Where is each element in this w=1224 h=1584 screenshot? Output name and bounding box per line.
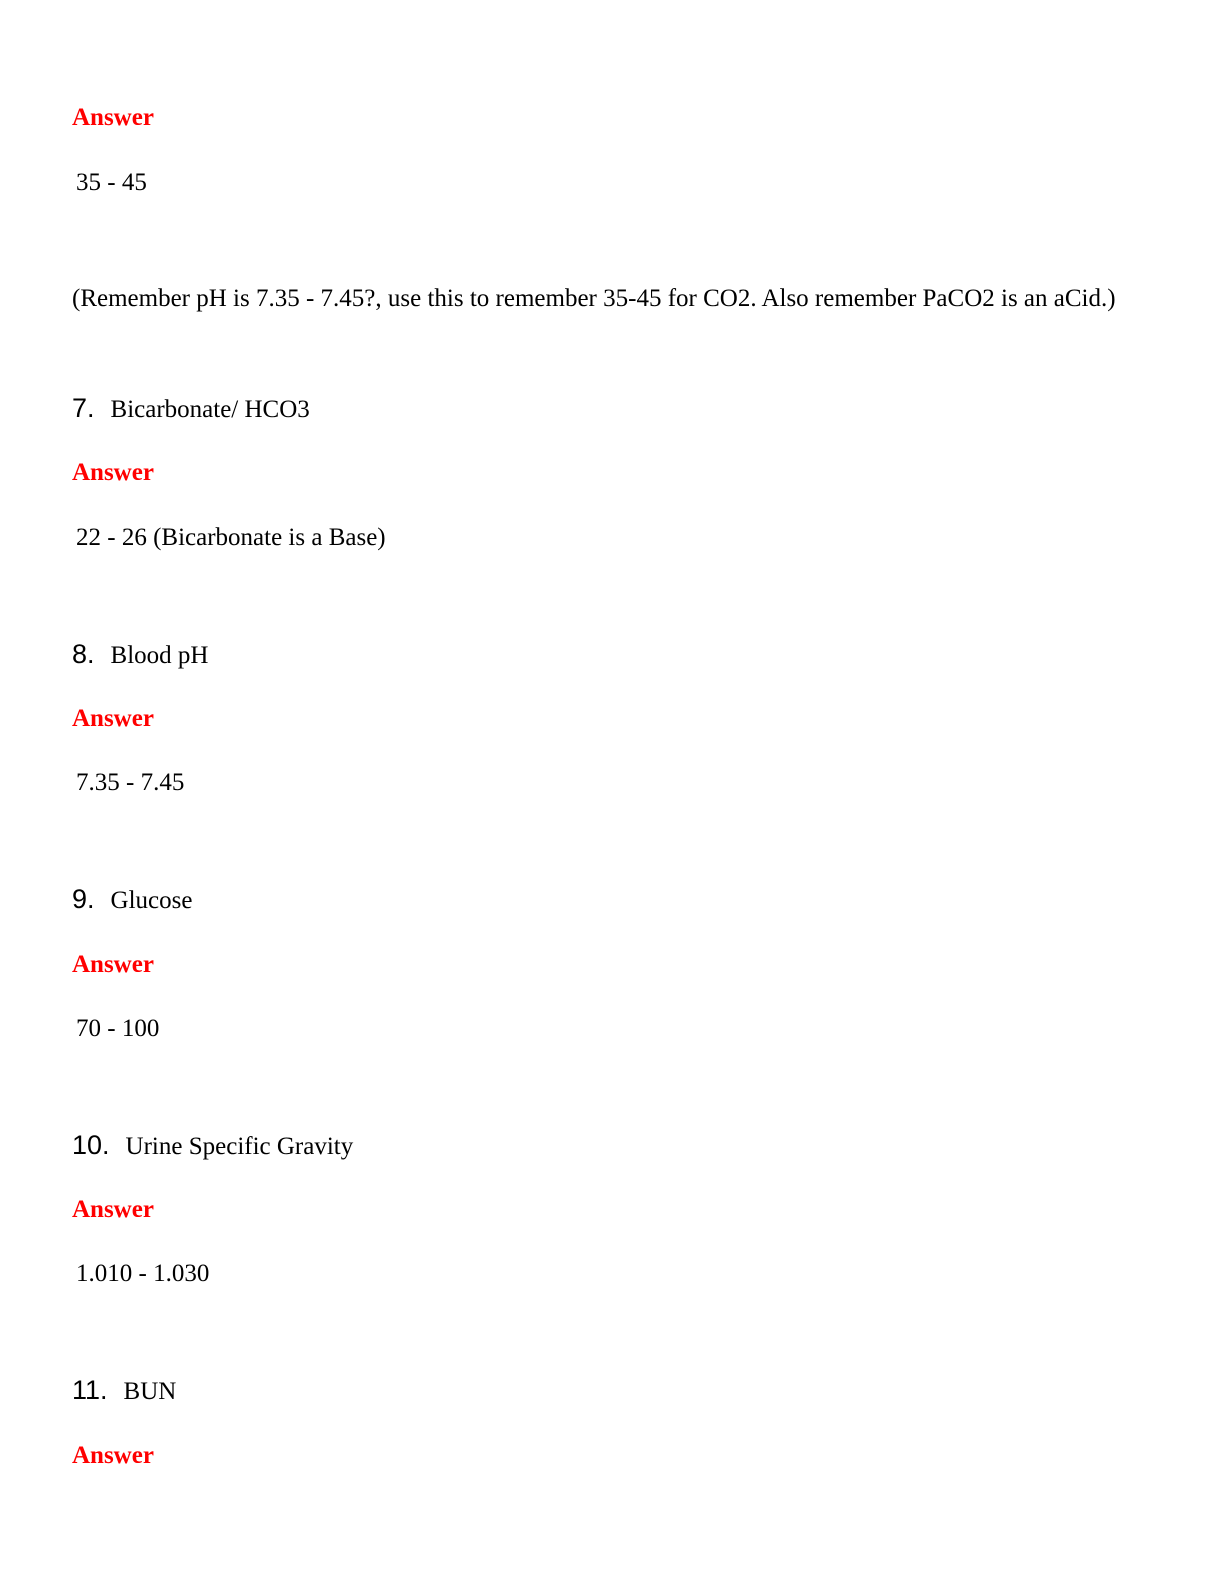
question-text: Blood pH <box>110 642 209 669</box>
question-number: 7. <box>72 393 95 423</box>
answer-label: Answer <box>72 104 154 131</box>
answer-label: Answer <box>72 1442 154 1469</box>
question-text: Bicarbonate/ HCO3 <box>110 396 310 423</box>
answer-note: (Remember pH is 7.35 - 7.45?, use this to remember 35-45 for CO2. Also remember PaCO2 is an aCid.) <box>72 285 1116 312</box>
question-number: 8. <box>72 639 95 669</box>
question-text: Glucose <box>110 887 193 914</box>
answer-value: 1.010 - 1.030 <box>76 1260 210 1287</box>
answer-label: Answer <box>72 951 154 978</box>
answer-value: 22 - 26 (Bicarbonate is a Base) <box>76 524 386 551</box>
question-8 <box>72 639 208 670</box>
question-text: BUN <box>123 1378 177 1405</box>
answer-label: Answer <box>72 459 154 486</box>
question-11 <box>72 1375 176 1406</box>
question-number: 10. <box>72 1130 110 1160</box>
answer-value: 7.35 - 7.45 <box>76 769 185 796</box>
answer-value: 70 - 100 <box>76 1015 160 1042</box>
question-number: 9. <box>72 884 95 914</box>
question-10 <box>72 1130 353 1161</box>
question-number: 11. <box>72 1375 108 1405</box>
question-7 <box>72 393 310 424</box>
question-text: Urine Specific Gravity <box>125 1133 354 1160</box>
question-9 <box>72 884 192 915</box>
answer-value: 35 - 45 <box>76 169 147 196</box>
answer-label: Answer <box>72 705 154 732</box>
answer-label: Answer <box>72 1196 154 1223</box>
